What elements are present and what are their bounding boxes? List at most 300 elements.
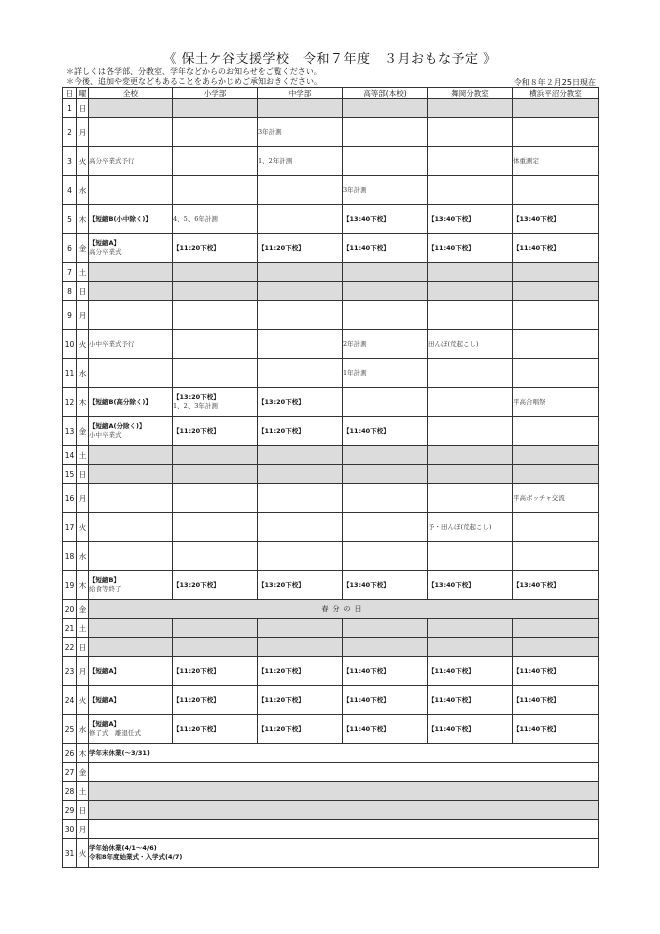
cell-high-school [343, 263, 428, 282]
day-number: 30 [63, 820, 77, 839]
event-text: 高分卒業式予行 [89, 156, 135, 165]
weekday: 水 [77, 176, 89, 205]
day-row [63, 600, 599, 619]
event-text: 【11:20下校】 [258, 724, 305, 733]
cell-hiranuma-branch [513, 176, 599, 205]
event-text: 4、5、6年計測 [173, 214, 218, 223]
weekday: 木 [77, 571, 89, 600]
cell-whole-school [89, 263, 173, 282]
cell-elementary [173, 542, 258, 571]
event-text: 【短縮A】 [89, 695, 121, 704]
event-text: 【11:40下校】 [428, 695, 475, 704]
day-number: 13 [63, 417, 77, 446]
weekday: 水 [77, 715, 89, 744]
cell-hiranuma-branch [513, 99, 599, 118]
cell-junior-high [258, 465, 343, 484]
day-row [63, 715, 599, 744]
page-title: 《 保土ケ谷支援学校 令和７年度 ３月おもな予定 》 [163, 52, 497, 67]
cell-elementary [173, 263, 258, 282]
day-number: 4 [63, 176, 77, 205]
cell-maioka-branch [428, 359, 513, 388]
day-number: 25 [63, 715, 77, 744]
event-text: 【11:40下校】 [343, 724, 390, 733]
cell-whole-school [89, 330, 173, 359]
cell-elementary [173, 301, 258, 330]
cell-junior-high [258, 263, 343, 282]
day-row [63, 205, 599, 234]
weekday: 木 [77, 744, 89, 763]
event-text: 【11:40下校】 [428, 666, 475, 675]
day-row [63, 763, 599, 782]
weekday: 水 [77, 542, 89, 571]
cell-elementary [173, 176, 258, 205]
cell-junior-high [258, 330, 343, 359]
cell-elementary [173, 446, 258, 465]
cell-hiranuma-branch [513, 657, 599, 686]
note-line-2: ＊今後、追加や変更などもあることをあらかじめご承知おきください。 [66, 77, 322, 86]
cell-hiranuma-branch [513, 686, 599, 715]
event-text: 【11:20下校】 [258, 695, 305, 704]
cell-high-school [343, 715, 428, 744]
day-row [63, 330, 599, 359]
event-text: 【11:20下校】 [173, 666, 220, 675]
cell-whole-school [89, 484, 173, 513]
header-weekday: 曜 [77, 88, 89, 99]
day-row [63, 118, 599, 147]
cell-maioka-branch [428, 301, 513, 330]
cell-junior-high [258, 657, 343, 686]
cell-maioka-branch [428, 234, 513, 263]
event-text: 修了式 離退任式 [89, 729, 141, 737]
day-row [63, 263, 599, 282]
day-row [63, 571, 599, 600]
event-text: 【短縮A】 [89, 666, 121, 675]
cell-junior-high [258, 571, 343, 600]
day-row [63, 465, 599, 484]
cell-junior-high [258, 282, 343, 301]
event-text: 3年計測 [258, 127, 282, 136]
weekday: 日 [77, 801, 89, 820]
cell-junior-high [258, 715, 343, 744]
cell-whole-school [89, 513, 173, 542]
weekday: 火 [77, 686, 89, 715]
day-number: 10 [63, 330, 77, 359]
event-text: 小中卒業式 [89, 431, 122, 439]
cell-high-school [343, 205, 428, 234]
event-text: 【短縮A(分除く)】 [89, 422, 146, 430]
cell-junior-high [258, 99, 343, 118]
weekday: 日 [77, 638, 89, 657]
day-number: 31 [63, 839, 77, 868]
header-maioka-branch: 舞岡分教室 [428, 88, 513, 99]
cell-elementary [173, 118, 258, 147]
day-row [63, 657, 599, 686]
cell-high-school [343, 638, 428, 657]
cell-hiranuma-branch [513, 638, 599, 657]
event-text: 2年計測 [343, 339, 367, 348]
day-row [63, 619, 599, 638]
event-text: 【13:20下校】 [173, 393, 220, 401]
day-row [63, 484, 599, 513]
event-text: 高分卒業式 [89, 248, 122, 256]
weekday: 金 [77, 417, 89, 446]
event-text: 予・田んぼ(荒起こし) [428, 522, 492, 531]
cell-whole-school [89, 301, 173, 330]
weekday: 月 [77, 301, 89, 330]
event-text: 【13:40下校】 [343, 580, 390, 589]
cell-maioka-branch [428, 388, 513, 417]
cell-elementary [173, 657, 258, 686]
cell-whole-school [89, 99, 173, 118]
cell-elementary [173, 234, 258, 263]
day-number: 17 [63, 513, 77, 542]
cell-junior-high [258, 446, 343, 465]
day-row [63, 820, 599, 839]
cell-hiranuma-branch [513, 619, 599, 638]
cell-junior-high [258, 542, 343, 571]
cell-maioka-branch [428, 330, 513, 359]
cell-whole-school [89, 282, 173, 301]
cell-maioka-branch [428, 176, 513, 205]
event-text: 【11:40下校】 [343, 695, 390, 704]
cell-whole-school [89, 465, 173, 484]
header-row [63, 88, 599, 99]
holiday-cell [89, 600, 599, 619]
cell-maioka-branch [428, 446, 513, 465]
event-text: 【13:20下校】 [173, 580, 220, 589]
event-text: 【11:40下校】 [428, 724, 475, 733]
event-text: 【11:40下校】 [513, 724, 560, 733]
cell-high-school [343, 234, 428, 263]
day-row [63, 839, 599, 868]
cell-maioka-branch [428, 118, 513, 147]
weekday: 月 [77, 820, 89, 839]
day-number: 3 [63, 147, 77, 176]
cell-whole-school [89, 715, 173, 744]
cell-high-school [343, 657, 428, 686]
cell-maioka-branch [428, 417, 513, 446]
cell-hiranuma-branch [513, 234, 599, 263]
event-text: 【11:20下校】 [258, 243, 305, 252]
event-text: 【11:20下校】 [173, 243, 220, 252]
cell-whole-school [89, 619, 173, 638]
weekday: 火 [77, 513, 89, 542]
event-text: 給食等終了 [89, 585, 122, 593]
cell-junior-high [258, 234, 343, 263]
event-text: 【11:40下校】 [343, 243, 390, 252]
cell-whole-school [89, 118, 173, 147]
cell-hiranuma-branch [513, 484, 599, 513]
cell-whole-school [89, 234, 173, 263]
as-of-date: 令和８年２月25日現在 [513, 78, 596, 87]
day-row [63, 638, 599, 657]
cell-elementary [173, 388, 258, 417]
cell-elementary [173, 686, 258, 715]
day-number: 6 [63, 234, 77, 263]
event-text: 令和8年度始業式・入学式(4/7) [89, 853, 183, 861]
cell-hiranuma-branch [513, 359, 599, 388]
cell-elementary [173, 638, 258, 657]
event-text: 【13:20下校】 [258, 580, 305, 589]
cell-whole-school [89, 542, 173, 571]
day-number: 20 [63, 600, 77, 619]
day-row [63, 446, 599, 465]
cell-whole-school [89, 417, 173, 446]
event-text: 【短縮B(小中除く)】 [89, 214, 152, 223]
day-number: 27 [63, 763, 77, 782]
cell-elementary [173, 359, 258, 388]
day-row [63, 542, 599, 571]
day-number: 14 [63, 446, 77, 465]
cell-high-school [343, 686, 428, 715]
cell-hiranuma-branch [513, 301, 599, 330]
event-text: 【13:20下校】 [258, 397, 305, 406]
cell-maioka-branch [428, 715, 513, 744]
day-number: 1 [63, 99, 77, 118]
cell-high-school [343, 147, 428, 176]
cell-maioka-branch [428, 513, 513, 542]
event-text: 【11:40下校】 [513, 695, 560, 704]
note-line-1: ＊詳しくは各学部、分教室、学年などからのお知らせをご覧ください。 [66, 67, 322, 76]
weekday: 月 [77, 657, 89, 686]
cell-hiranuma-branch [513, 118, 599, 147]
cell-high-school [343, 619, 428, 638]
day-row [63, 176, 599, 205]
cell-maioka-branch [428, 147, 513, 176]
cell-junior-high [258, 484, 343, 513]
day-row [63, 234, 599, 263]
cell-maioka-branch [428, 571, 513, 600]
event-text: 【13:40下校】 [428, 580, 475, 589]
cell-hiranuma-branch [513, 205, 599, 234]
event-text: 【13:40下校】 [428, 214, 475, 223]
cell-maioka-branch [428, 638, 513, 657]
event-text: 【11:20下校】 [173, 695, 220, 704]
day-number: 5 [63, 205, 77, 234]
event-text: 【13:40下校】 [343, 214, 390, 223]
cell-high-school [343, 571, 428, 600]
cell-high-school [343, 484, 428, 513]
event-text: 田んぼ(荒起こし) [428, 339, 479, 348]
cell-high-school [343, 176, 428, 205]
event-text: 小中卒業式予行 [89, 339, 135, 348]
event-text: 3年計測 [343, 185, 367, 194]
day-number: 21 [63, 619, 77, 638]
weekday: 日 [77, 99, 89, 118]
cell-junior-high [258, 417, 343, 446]
event-text: 学年始休業(4/1～4/6) [89, 844, 157, 852]
full-width-cell [89, 820, 599, 839]
cell-junior-high [258, 301, 343, 330]
cell-whole-school [89, 638, 173, 657]
event-text: 【11:20下校】 [258, 426, 305, 435]
event-text: 【11:40下校】 [343, 666, 390, 675]
event-text: 【11:20下校】 [173, 426, 220, 435]
weekday: 金 [77, 600, 89, 619]
cell-whole-school [89, 657, 173, 686]
weekday: 木 [77, 388, 89, 417]
event-text: 平高ボッチャ交流 [513, 493, 565, 502]
weekday: 土 [77, 619, 89, 638]
cell-maioka-branch [428, 282, 513, 301]
cell-hiranuma-branch [513, 513, 599, 542]
cell-maioka-branch [428, 484, 513, 513]
full-width-cell [89, 839, 599, 868]
day-row [63, 686, 599, 715]
day-number: 29 [63, 801, 77, 820]
day-number: 23 [63, 657, 77, 686]
weekday: 火 [77, 330, 89, 359]
full-width-cell [89, 782, 599, 801]
cell-whole-school [89, 147, 173, 176]
event-text: 1、2年計測 [258, 156, 293, 165]
weekday: 金 [77, 763, 89, 782]
event-text: 【短縮B(高分除く)】 [89, 397, 152, 406]
weekday: 水 [77, 359, 89, 388]
cell-whole-school [89, 571, 173, 600]
cell-hiranuma-branch [513, 446, 599, 465]
header-whole-school: 全校 [89, 88, 173, 99]
cell-whole-school [89, 446, 173, 465]
cell-high-school [343, 513, 428, 542]
day-number: 8 [63, 282, 77, 301]
cell-elementary [173, 513, 258, 542]
full-width-cell [89, 744, 599, 763]
day-row [63, 359, 599, 388]
cell-maioka-branch [428, 205, 513, 234]
day-row [63, 282, 599, 301]
event-text: 学年末休業(～3/31) [89, 748, 150, 757]
cell-junior-high [258, 619, 343, 638]
header-day: 日 [63, 88, 77, 99]
cell-junior-high [258, 638, 343, 657]
cell-whole-school [89, 205, 173, 234]
header-elementary: 小学部 [173, 88, 258, 99]
day-row [63, 301, 599, 330]
cell-elementary [173, 571, 258, 600]
cell-junior-high [258, 176, 343, 205]
day-number: 7 [63, 263, 77, 282]
event-text: 【11:40下校】 [513, 243, 560, 252]
cell-elementary [173, 465, 258, 484]
weekday: 日 [77, 465, 89, 484]
cell-high-school [343, 417, 428, 446]
cell-high-school [343, 301, 428, 330]
cell-maioka-branch [428, 657, 513, 686]
day-row [63, 513, 599, 542]
schedule-table [62, 87, 599, 868]
weekday: 月 [77, 118, 89, 147]
cell-hiranuma-branch [513, 715, 599, 744]
weekday: 土 [77, 446, 89, 465]
event-text: 【11:20下校】 [258, 666, 305, 675]
cell-whole-school [89, 176, 173, 205]
event-text: 【短縮B】 [89, 576, 120, 584]
cell-junior-high [258, 513, 343, 542]
day-number: 11 [63, 359, 77, 388]
cell-whole-school [89, 359, 173, 388]
cell-elementary [173, 99, 258, 118]
day-number: 26 [63, 744, 77, 763]
day-row [63, 147, 599, 176]
weekday: 土 [77, 263, 89, 282]
cell-hiranuma-branch [513, 465, 599, 484]
weekday: 火 [77, 839, 89, 868]
day-number: 18 [63, 542, 77, 571]
weekday: 木 [77, 205, 89, 234]
cell-high-school [343, 446, 428, 465]
event-text: 【短縮A】 [89, 720, 121, 728]
cell-high-school [343, 388, 428, 417]
day-number: 12 [63, 388, 77, 417]
cell-hiranuma-branch [513, 571, 599, 600]
event-text: 【13:40下校】 [513, 580, 560, 589]
cell-elementary [173, 282, 258, 301]
day-number: 19 [63, 571, 77, 600]
day-row [63, 782, 599, 801]
event-text: 【11:40下校】 [343, 426, 390, 435]
cell-junior-high [258, 205, 343, 234]
cell-elementary [173, 715, 258, 744]
day-number: 9 [63, 301, 77, 330]
cell-junior-high [258, 359, 343, 388]
header-hiranuma-branch: 横浜平沼分教室 [513, 88, 599, 99]
cell-elementary [173, 484, 258, 513]
day-row [63, 801, 599, 820]
cell-hiranuma-branch [513, 147, 599, 176]
day-row [63, 388, 599, 417]
event-text: 【11:40下校】 [513, 666, 560, 675]
cell-elementary [173, 417, 258, 446]
header-high-school: 高等部(本校) [343, 88, 428, 99]
cell-junior-high [258, 686, 343, 715]
cell-hiranuma-branch [513, 330, 599, 359]
day-row [63, 744, 599, 763]
day-number: 24 [63, 686, 77, 715]
cell-high-school [343, 118, 428, 147]
day-number: 28 [63, 782, 77, 801]
event-text: 【短縮A】 [89, 239, 121, 247]
day-number: 15 [63, 465, 77, 484]
cell-maioka-branch [428, 465, 513, 484]
cell-hiranuma-branch [513, 263, 599, 282]
day-row [63, 417, 599, 446]
cell-maioka-branch [428, 542, 513, 571]
cell-maioka-branch [428, 263, 513, 282]
weekday: 土 [77, 782, 89, 801]
cell-maioka-branch [428, 99, 513, 118]
cell-hiranuma-branch [513, 542, 599, 571]
cell-high-school [343, 542, 428, 571]
cell-high-school [343, 465, 428, 484]
day-row [63, 99, 599, 118]
cell-junior-high [258, 118, 343, 147]
cell-elementary [173, 330, 258, 359]
cell-maioka-branch [428, 619, 513, 638]
weekday: 火 [77, 147, 89, 176]
weekday: 日 [77, 282, 89, 301]
event-text: 【11:20下校】 [173, 724, 220, 733]
day-number: 2 [63, 118, 77, 147]
event-text: 【13:40下校】 [513, 214, 560, 223]
header-junior-high: 中学部 [258, 88, 343, 99]
full-width-cell [89, 763, 599, 782]
cell-hiranuma-branch [513, 388, 599, 417]
cell-junior-high [258, 388, 343, 417]
cell-high-school [343, 330, 428, 359]
cell-elementary [173, 147, 258, 176]
cell-high-school [343, 282, 428, 301]
